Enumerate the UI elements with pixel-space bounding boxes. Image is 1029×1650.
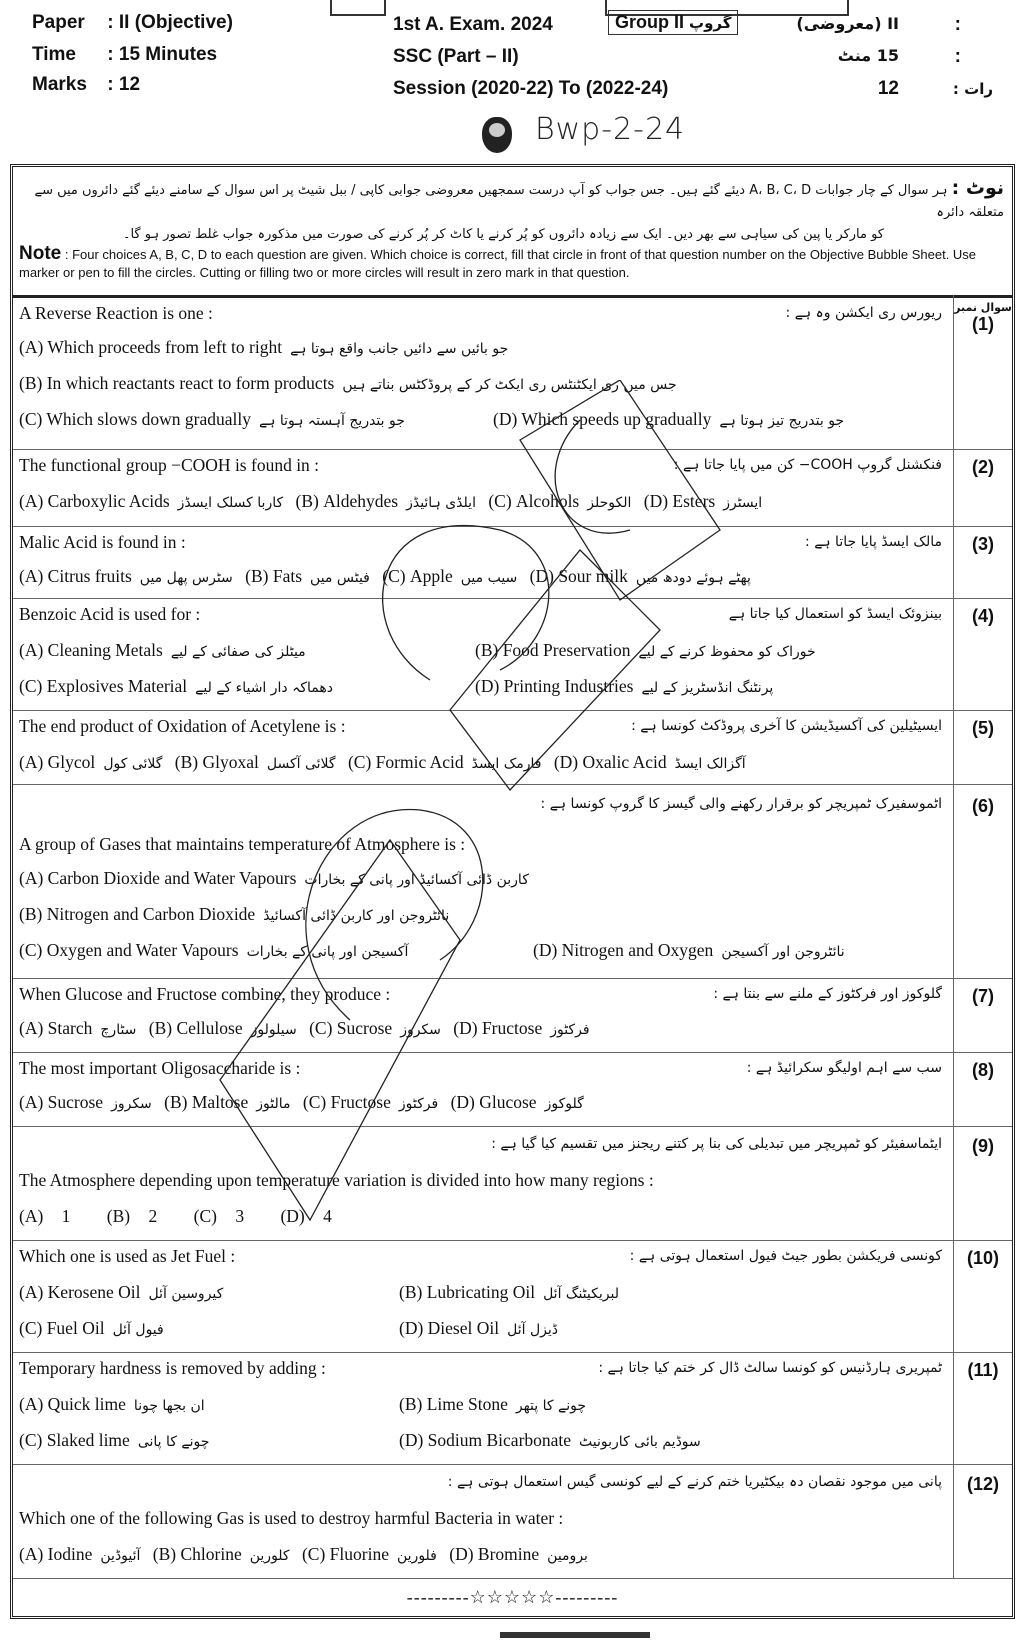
q11-option-a [19,1394,213,1415]
footer-bar [500,1632,650,1638]
question-2 [13,449,1012,527]
q11-c-en: (C) Slaked lime [19,1430,130,1450]
q2-text: The functional group −COOH is found in : [19,455,320,475]
q10-d-en: (D) Diesel Oil [399,1318,500,1338]
q4-num: (4) [972,606,994,626]
q6-option-a [19,868,537,889]
time-value: 15 Minutes [118,44,218,65]
q4-number [953,598,1012,710]
q4-a-en: (A) Cleaning Metals [19,640,163,660]
question-7 [13,978,1012,1053]
q3-d-en: (D) Sour milk [529,566,628,586]
q9-num: (9) [972,1136,994,1156]
q2-b-en: (B) Aldehydes [295,491,399,511]
q8-b-en: (B) Maltose [164,1092,249,1112]
q6-b-ur: نائٹروجن اور کاربن ڈائی آکسائیڈ [263,908,450,924]
q6-option-b [19,904,457,925]
time-label: Time [32,44,77,65]
q1-d-en: (D) Which speeds up gradually [493,409,712,429]
q12-text: Which one of the following Gas is used to destroy harmful Bacteria in water : [19,1508,564,1528]
q10-option-a [19,1282,231,1303]
q8-c-ur: فرکٹوز [398,1096,439,1112]
q1-c-ur: جو بتدریج آہستہ ہوتا ہے [259,413,405,429]
q7-c-ur: سکروز [400,1022,441,1038]
q6-b-en: (B) Nitrogen and Carbon Dioxide [19,904,256,924]
q2-b-ur: ایلڈی ہائیڈز [406,495,476,511]
q7-a-ur: سٹارچ [100,1022,137,1038]
question-1 [13,295,1012,450]
top-box-left [330,0,386,16]
q4-d-ur: پرنٹنگ انڈسٹریز کے لیے [641,680,774,696]
q9-options [19,1206,332,1227]
question-4 [13,598,1012,711]
q3-num: (3) [972,534,994,554]
q12-d-en: (D) Bromine [449,1544,540,1564]
q10-b-ur: لبریکیٹنگ آئل [543,1286,619,1302]
q4-a-ur: میٹلز کی صفائی کے لیے [170,644,306,660]
q3-d-ur: پھٹے ہوئے دودھ میں [635,570,751,586]
q4-option-d [475,676,781,697]
q12-number [953,1464,1012,1578]
q10-c-en: (C) Fuel Oil [19,1318,105,1338]
q8-options [19,1092,592,1113]
q1-b-en: (B) In which reactants react to form products [19,373,335,393]
q8-d-en: (D) Glucose [450,1092,537,1112]
q3-c-ur: سیب میں [460,570,518,586]
q5-d-ur: آگزالک ایسڈ [674,756,746,772]
q10-number [953,1240,1012,1352]
q9-text: The Atmosphere depending upon temperature variation is divided into how many regions : [19,1170,654,1190]
q10-text: Which one is used as Jet Fuel : [19,1246,236,1266]
q8-a-ur: سکروز [111,1096,152,1112]
note-label-ur: نوٹ : [951,177,1004,199]
time-line: Time : 15 Minutes [32,44,218,65]
q2-options [19,491,770,512]
paper-line: Paper : II (Objective) [32,12,233,33]
group-en: Group II [615,12,684,32]
q3-options [19,566,759,587]
q6-option-d [533,940,853,961]
board-logo-icon [482,117,512,153]
q6-a-en: (A) Carbon Dioxide and Water Vapours [19,868,297,888]
q6-text: A group of Gases that maintains temperature of Atmosphere is : [19,834,466,854]
q1-number [953,295,1012,449]
q5-num: (5) [972,718,994,738]
q2-c-ur: الکوحلز [587,495,632,511]
handwritten-code: Bwp-2-24 [535,112,686,147]
question-3 [13,526,1012,599]
q10-urdu: کونسی فریکشن بطور جیٹ فیول استعمال ہوتی ہے : [629,1248,942,1264]
q12-num: (12) [966,1474,999,1494]
q11-text: Temporary hardness is removed by adding : [19,1358,326,1378]
q5-text: The end product of Oxidation of Acetylene is : [19,716,346,736]
question-6 [13,784,1012,979]
q3-number [953,526,1012,598]
question-8 [13,1052,1012,1127]
q5-c-ur: فارمک ایسڈ [471,756,542,772]
q11-option-b [399,1394,594,1415]
q7-d-ur: فرکٹوز [550,1022,590,1038]
q9-number [953,1126,1012,1240]
q12-urdu: پانی میں موجود نقصان دہ بیکٹیریا ختم کرنے کے لیے کونسی گیس استعمال ہوتی ہے : [447,1474,942,1490]
q11-a-en: (A) Quick lime [19,1394,126,1414]
q6-c-ur: آکسیجن اور پانی کے بخارات [246,944,409,960]
q7-options [19,1018,598,1039]
q11-num: (11) [967,1360,999,1380]
question-10 [13,1240,1012,1353]
q5-urdu: ایسیٹیلین کی آکسیڈیشن کا آخری پروڈکٹ کونسا ہے : [631,718,942,734]
q10-c-ur: فیول آئل [112,1322,164,1338]
q7-urdu: گلوکوز اور فرکٹوز کے ملنے سے بنتا ہے : [713,986,942,1002]
q6-a-ur: کاربن ڈائی آکسائیڈ اور پانی کے بخارات [304,872,529,888]
q12-b-ur: کلورین [249,1548,290,1564]
q1-b-ur: جس میں ری ایکٹنٹس ری ایکٹ کر کے پروڈکٹس بناتے ہیں [342,377,677,393]
note-urdu [24,177,1004,246]
q1-d-ur: جو بتدریج تیز ہوتا ہے [719,413,845,429]
q5-b-ur: گلائی آکسل [266,756,336,772]
q2-a-en: (A) Carboxylic Acids [19,491,170,511]
q4-d-en: (D) Printing Industries [475,676,634,696]
q10-a-ur: کیروسین آئل [148,1286,224,1302]
q4-b-en: (B) Food Preservation [475,640,631,660]
q6-d-en: (D) Nitrogen and Oxygen [533,940,714,960]
q8-num: (8) [972,1060,994,1080]
q1-section-label: سوال نمبر [954,301,1012,314]
note-section [13,167,1012,298]
q10-option-c [19,1318,172,1339]
q4-text: Benzoic Acid is used for : [19,604,201,624]
q3-text: Malic Acid is found in : [19,532,186,552]
group-ur: گروپ [689,14,732,32]
q3-a-ur: سٹرس پھل میں [139,570,233,586]
q11-d-en: (D) Sodium Bicarbonate [399,1430,572,1450]
q9-a-en: (A) 1 [19,1206,71,1226]
q1-option-b [19,373,685,394]
q3-b-ur: فیٹس میں [310,570,370,586]
q4-c-en: (C) Explosives Material [19,676,188,696]
q8-a-en: (A) Sucrose [19,1092,104,1112]
q11-a-ur: ان بجھا چونا [133,1398,205,1414]
colon-2: : [954,46,961,67]
q4-c-ur: دھماکہ دار اشیاء کے لیے [195,680,333,696]
marks-label: Marks [32,74,87,95]
q1-text: A Reverse Reaction is one : [19,303,213,323]
q1-option-d [493,409,852,430]
q3-b-en: (B) Fats [245,566,303,586]
q12-b-en: (B) Chlorine [152,1544,242,1564]
q8-c-en: (C) Fructose [302,1092,391,1112]
q2-c-en: (C) Alcohols [488,491,580,511]
marks-line: Marks : 12 [32,74,141,95]
q12-options [19,1544,596,1565]
q10-option-b [399,1282,627,1303]
session: Session (2020-22) To (2022-24) [393,78,669,99]
q5-b-en: (B) Glyoxal [174,752,259,772]
q7-num: (7) [972,986,994,1006]
q12-c-en: (C) Fluorine [301,1544,389,1564]
q9-urdu: ایٹماسفیئر کو ٹمپریچر میں تبدیلی کی بنا پر کتنے ریجنز میں تقسیم کیا گیا ہے : [491,1136,942,1152]
question-11 [13,1352,1012,1465]
q5-d-en: (D) Oxalic Acid [553,752,667,772]
q7-b-en: (B) Cellulose [148,1018,243,1038]
q4-option-c [19,676,341,697]
marks-value: 12 [118,74,141,95]
note-ur-text-1: ہر سوال کے چار جوابات A، B، C، D دیئے گئے ہیں۔ جس جواب کو آپ درست سمجھیں معروضی جوابی کاپی / ببل شیٹ پر اس سوال کے سامنے دیئے گئے دائروں میں سے متعلقہ دائرہ [34,183,1004,220]
q2-d-en: (D) Esters [643,491,716,511]
q10-d-ur: ڈیزل آئل [507,1322,558,1338]
end-of-paper-stars: ---------☆☆☆☆☆--------- [406,1587,619,1607]
q7-text: When Glucose and Fructose combine, they produce : [19,984,391,1004]
q1-num: (1) [972,314,994,334]
q12-d-ur: برومین [547,1548,588,1564]
q1-option-c [19,409,413,430]
q8-d-ur: گلوکوز [544,1096,584,1112]
q9-b-en: (B) 2 [106,1206,158,1226]
q9-c-en: (C) 3 [193,1206,245,1226]
q5-number [953,710,1012,784]
q4-option-b [475,640,824,661]
q9-d-en: (D) 4 [280,1206,332,1226]
q11-b-ur: چونے کا پتھر [515,1398,586,1414]
question-9 [13,1126,1012,1241]
q6-num: (6) [972,796,994,816]
q2-number [953,449,1012,526]
q2-d-ur: ایسٹرز [723,495,763,511]
q11-b-en: (B) Lime Stone [399,1394,508,1414]
question-12 [13,1464,1012,1579]
q4-option-a [19,640,314,661]
question-frame [10,164,1015,1619]
q11-d-ur: سوڈیم بائی کاربونیٹ [579,1434,701,1450]
marks-ur: 12 [877,78,899,99]
q7-number [953,978,1012,1052]
marks-label-ur: رات : [952,80,993,98]
q1-option-a [19,337,516,358]
q12-a-ur: آئیوڈین [100,1548,141,1564]
q7-b-ur: سیلولوز [250,1022,297,1038]
q3-urdu: مالک ایسڈ پایا جاتا ہے : [805,534,942,550]
q6-d-ur: نائٹروجن اور آکسیجن [721,944,845,960]
q1-a-ur: جو بائیں سے دائیں جانب واقع ہوتا ہے [290,341,509,357]
q5-a-ur: گلائی کول [103,756,163,772]
q11-number [953,1352,1012,1464]
q1-c-en: (C) Which slows down gradually [19,409,252,429]
q2-a-ur: کاربا کسلک ایسڈز [177,495,284,511]
q6-option-c [19,940,416,961]
q2-urdu: فنکشنل گروپ COOH− کن میں پایا جاتا ہے : [673,457,942,473]
q3-a-en: (A) Citrus fruits [19,566,132,586]
q7-a-en: (A) Starch [19,1018,93,1038]
q3-c-en: (C) Apple [382,566,453,586]
note-ur-text-2: کو مارکر یا پین کی سیاہی سے بھر دیں۔ ایک سے زیادہ دائروں کو پُر کرنے یا کاٹ کر پُر کرنے کی صورت میں مذکورہ جواب غلط تصور ہو گا۔ [122,227,884,242]
q11-option-c [19,1430,217,1451]
q4-b-ur: خوراک کو محفوظ کرنے کے لیے [638,644,816,660]
q6-number [953,784,1012,978]
note-label-en: Note [19,243,62,264]
q1-urdu: ریورس ری ایکشن وہ ہے : [785,305,942,321]
q12-c-ur: فلورین [397,1548,437,1564]
q11-option-d [399,1430,709,1451]
q4-urdu: بینزوئک ایسڈ کو استعمال کیا جاتا ہے [728,606,942,622]
question-5 [13,710,1012,785]
q10-a-en: (A) Kerosene Oil [19,1282,141,1302]
q5-options [19,752,754,773]
q1-a-en: (A) Which proceeds from left to right [19,337,283,357]
q10-option-d [399,1318,566,1339]
q5-a-en: (A) Glycol [19,752,96,772]
colon-1: : [954,14,961,35]
q5-c-en: (C) Formic Acid [347,752,464,772]
q8-text: The most important Oligosaccharide is : [19,1058,301,1078]
paper-value: II (Objective) [118,12,233,33]
q10-num: (10) [966,1248,999,1268]
note-en-text: Four choices A, B, C, D to each question are given. Which choice is correct, fill that circle in front of that question number on the Objective Bubble Sheet. Use marker or pen to fill the circles. Cutting or filling two or more circles will result in zero mark in that question. [19,247,977,280]
q2-num: (2) [972,457,994,477]
group-box [608,10,738,35]
q7-d-en: (D) Fructose [453,1018,543,1038]
class-name: SSC (Part – II) [393,46,519,67]
q6-c-en: (C) Oxygen and Water Vapours [19,940,239,960]
q12-a-en: (A) Iodine [19,1544,93,1564]
paper-ur: II (معروضی) [796,14,899,33]
note-english: Note : Four choices A, B, C, D to each question are given. Which choice is correct, fill that circle in front of that question number on the Objective Bubble Sheet. Use marker or pen to fill the circles. Cutting or filling two or more circles will result in zero mark in that question. [19,243,977,280]
time-ur: 15 منٹ [837,46,899,65]
q8-urdu: سب سے اہم اولیگو سکرائیڈ ہے : [746,1060,942,1076]
q6-urdu: اٹموسفیرک ٹمپریچر کو برقرار رکھنے والی گیسز کا گروپ کونسا ہے : [540,796,942,812]
q8-b-ur: مالٹوز [256,1096,291,1112]
q10-b-en: (B) Lubricating Oil [399,1282,536,1302]
q11-c-ur: چونے کا پانی [137,1434,210,1450]
q7-c-en: (C) Sucrose [309,1018,393,1038]
q8-number [953,1052,1012,1126]
paper-label: Paper [32,12,85,33]
q11-urdu: ٹمپریری ہارڈنیس کو کونسا سالٹ ڈال کر ختم کیا جاتا ہے : [598,1360,942,1376]
exam-title: 1st A. Exam. 2024 [393,14,553,35]
